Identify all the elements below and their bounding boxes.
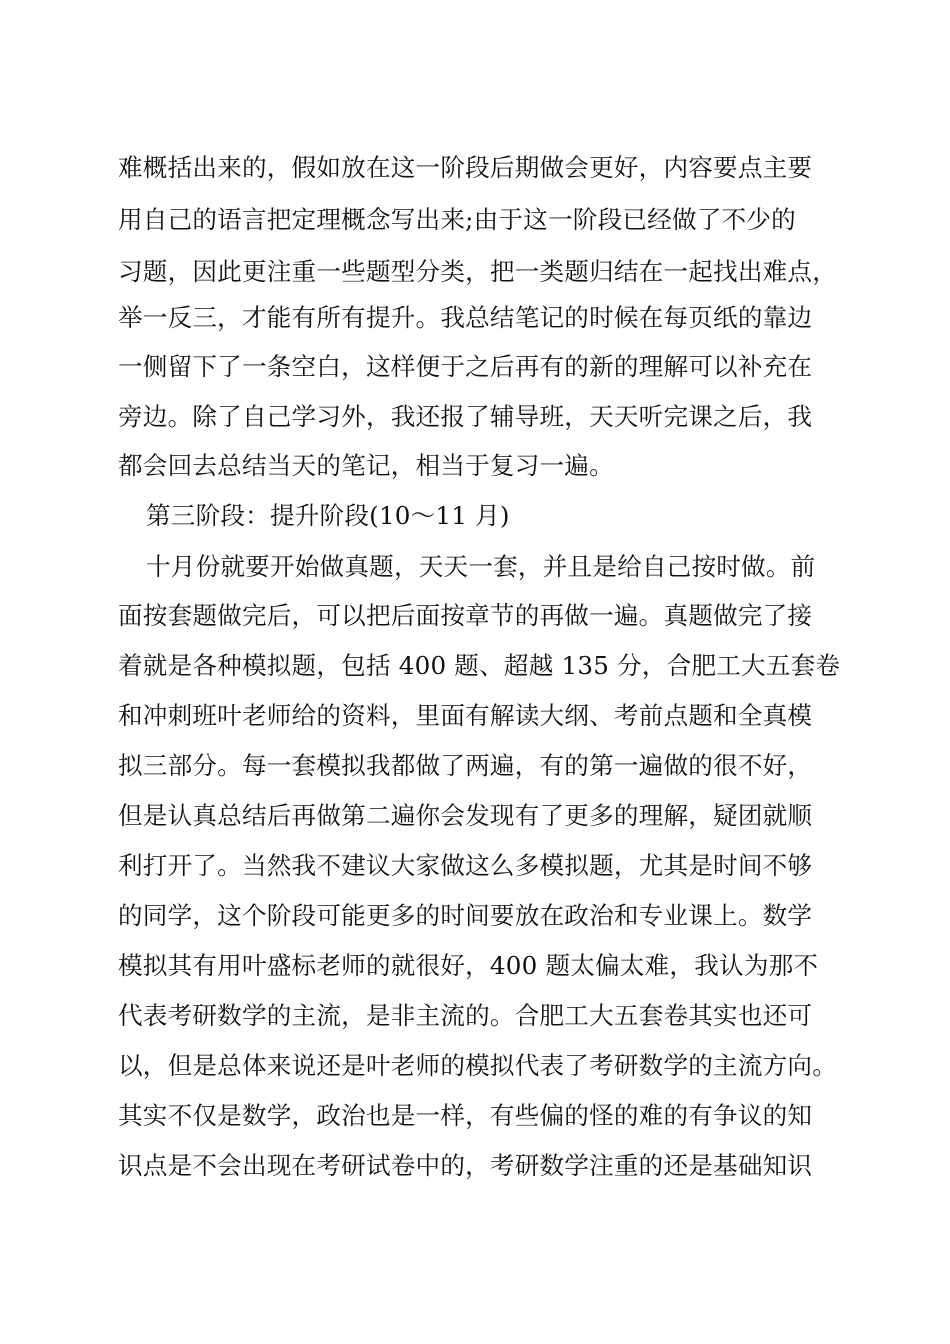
- text-line: 一侧留下了一条空白，这样便于之后再有的新的理解可以补充在: [118, 352, 813, 381]
- text-line: 习题，因此更注重一些题型分类，把一类题归结在一起找出难点，: [118, 257, 838, 286]
- text-line: 利打开了。当然我不建议大家做这么多模拟题，尤其是时间不够: [118, 851, 813, 880]
- section-heading: 第三阶段：提升阶段(10～11 月): [146, 501, 510, 530]
- text-line: 拟三部分。每一套模拟我都做了两遍，有的第一遍做的很不好，: [118, 751, 813, 780]
- text-line: 十月份就要开始做真题，天天一套，并且是给自己按时做。前: [146, 552, 816, 581]
- text-line: 和冲刺班叶老师给的资料，里面有解读大纲、考前点题和全真模: [118, 701, 813, 730]
- text-line: 其实不仅是数学，政治也是一样，有些偏的怪的难的有争议的知: [118, 1101, 813, 1130]
- text-line: 都会回去总结当天的笔记，相当于复习一遍。: [118, 451, 614, 480]
- text-line: 代表考研数学的主流，是非主流的。合肥工大五套卷其实也还可: [118, 1001, 813, 1030]
- text-line: 举一反三，才能有所有提升。我总结笔记的时候在每页纸的靠边: [118, 303, 813, 332]
- text-line: 识点是不会出现在考研试卷中的，考研数学注重的还是基础知识: [118, 1151, 813, 1180]
- text-line: 旁边。除了自己学习外，我还报了辅导班，天天听完课之后，我: [118, 402, 813, 431]
- text-line: 以，但是总体来说还是叶老师的模拟代表了考研数学的主流方向。: [118, 1051, 838, 1080]
- text-line: 面按套题做完后，可以把后面按章节的再做一遍。真题做完了接: [118, 601, 813, 630]
- text-line: 的同学，这个阶段可能更多的时间要放在政治和专业课上。数学: [118, 901, 813, 930]
- text-line: 模拟其有用叶盛标老师的就很好，400 题太偏太难，我认为那不: [118, 951, 819, 980]
- text-line: 难概括出来的，假如放在这一阶段后期做会更好，内容要点主要: [118, 153, 813, 182]
- text-line: 着就是各种模拟题，包括 400 题、超越 135 分，合肥工大五套卷: [118, 651, 841, 680]
- text-line: 但是认真总结后再做第二遍你会发现有了更多的理解，疑团就顺: [118, 801, 813, 830]
- text-line: 用自己的语言把定理概念写出来;由于这一阶段已经做了不少的: [118, 205, 796, 234]
